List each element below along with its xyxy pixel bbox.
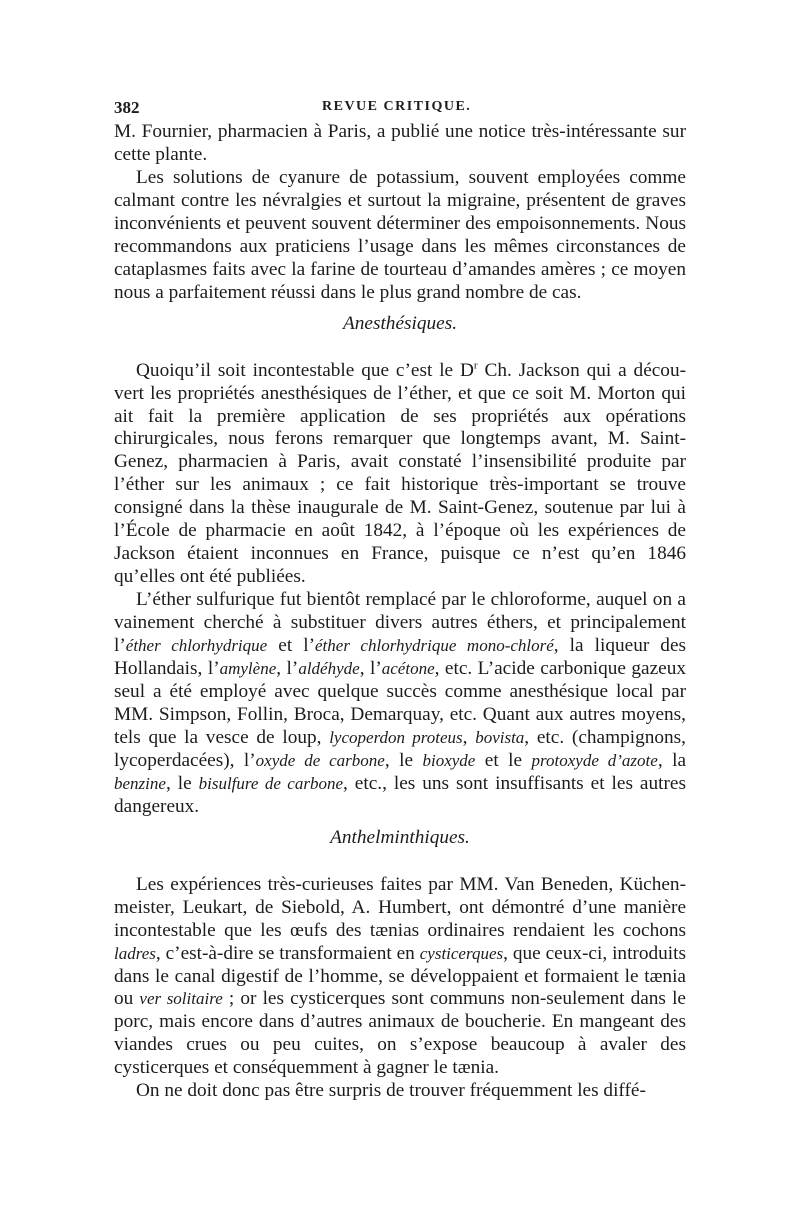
page-header <box>114 98 684 120</box>
italic-term: ladres <box>114 943 156 963</box>
italic-term: protoxyde d’azote <box>531 750 658 770</box>
italic-term: aldéhyde <box>298 659 360 679</box>
text-run: ; or les cysticerques sont communs non-seulement dans le porc, mais encore dans d’autres animaux de boucherie. En mangeant des viandes crues ou peu cuites, on s’expose beaucoup à avaler des cysticerques et conséquemment à gagner le tænia. <box>114 988 686 1079</box>
text-run: , la liqueur des Hollandais, l’ <box>114 635 687 680</box>
paragraph-taenia <box>114 874 686 1081</box>
text-run: , c’est-à-dire se transformaient en <box>155 942 420 964</box>
section-heading-anesthesiques: Anesthésiques. <box>342 312 458 334</box>
paragraph-cyanure: Les solutions de cyanure de potassium, souvent employées comme calmant contre les névralgies et surtout la migraine, présentent de graves inconvénients et peuvent souvent déterminer des empoisonnements. Nous recommandons aux praticiens l’usage dans les mêmes circonstances de cataplasmes faits avec la farine de tourteau d’amandes amères ; ce moyen nous a parfaitement réussi dans le plus grand nombre de cas. <box>114 166 686 303</box>
italic-term: bisulfure de carbone <box>198 773 343 793</box>
spacer <box>114 819 686 827</box>
italic-term: bovista <box>475 727 525 747</box>
running-title: REVUE CRITIQUE. <box>322 99 472 114</box>
paragraph-last: On ne doit donc pas être surpris de trouver fréquemment les diffé- <box>136 1080 646 1102</box>
text-run: Les expériences très-curieuses faites par MM. Van Beneden, Küchenmeister, Leukart, de Siebold, A. Humbert, ont démontré d’une manière incontestable que les œufs des tænias ordinaires rendaient les cochons <box>114 873 686 941</box>
body-text <box>114 121 686 1103</box>
text-run: , que ceux-ci, introduits dans le canal digestif de l’homme, se développaient et formaient le tænia ou <box>114 942 686 1010</box>
text-run: , le <box>165 772 199 794</box>
italic-term: benzine <box>114 773 166 793</box>
text-run: , <box>462 726 476 748</box>
text-run: , le <box>384 749 423 771</box>
italic-term: éther chlorhydrique mono-chloré <box>315 636 554 656</box>
spacer <box>114 336 686 360</box>
text-run: et l’ <box>267 635 316 657</box>
text-run: Quoiqu’il soit incontestable que c’est le D <box>136 359 474 381</box>
italic-term: bioxyde <box>422 750 476 770</box>
text-run: , l’ <box>359 658 382 680</box>
text-run: et le <box>475 749 532 771</box>
italic-term: éther chlorhydrique <box>125 636 268 656</box>
italic-term: ver solitaire <box>139 989 223 1009</box>
paragraph-ether <box>114 589 686 819</box>
italic-term: acétone <box>381 659 435 679</box>
italic-term: oxyde de carbone <box>255 750 385 770</box>
section-heading-anthelminthiques: Anthelminthiques. <box>330 826 470 848</box>
page-number: 382 <box>114 98 140 117</box>
paragraph-intro: M. Fournier, pharmacien à Paris, a publié une notice très-intéressante sur cette plante. <box>114 121 686 165</box>
italic-term: amylène <box>219 659 277 679</box>
text-run: , etc., les uns sont insuffisants et les autres dangereux. <box>114 772 686 817</box>
italic-term: lycoperdon proteus <box>329 727 463 747</box>
text-run: , l’ <box>276 658 299 680</box>
spacer <box>114 850 686 874</box>
text-run: , la <box>657 749 687 771</box>
text-run: L’éther sulfurique fut bientôt remplacé par le chloroforme, auquel on a vainement cherché à substituer divers autres éthers, et principalement l’ <box>114 589 686 657</box>
spacer <box>114 305 686 313</box>
italic-term: cysticerques <box>419 943 504 963</box>
paragraph-jackson <box>114 360 686 590</box>
text-run: Ch. Jackson qui a découvert les propriétés anesthésiques de l’éther, et que ce soit M. Morton qui ait fait la première application de ses propriétés aux opérations chirurgicales, nous ferons remarquer que longtemps avant, M. Saint-Genez, pharmacien à Paris, avait constaté l’insensibilité produite par l’éther sur les animaux ; ce fait historique très-important se trouve consigné dans la thèse inaugurale de M. Saint-Genez, soutenue par lui à l’École de pharmacie en août 1842, à l’époque où les expériences de Jackson étaient inconnues en France, puisque ce n’est qu’en 1846 qu’elles ont été publiées. <box>114 359 687 588</box>
text-run: , etc. L’acide carbonique gazeux seul a été employé avec quelque succès comme anesthésique local par MM. Simpson, Follin, Broca, Demarquay, etc. Quant aux autres moyens, tels que la vesce de loup, <box>114 658 686 748</box>
superscript: r <box>473 359 478 372</box>
text-run: , etc. (champignons, lycoperdacées), l’ <box>114 726 686 771</box>
